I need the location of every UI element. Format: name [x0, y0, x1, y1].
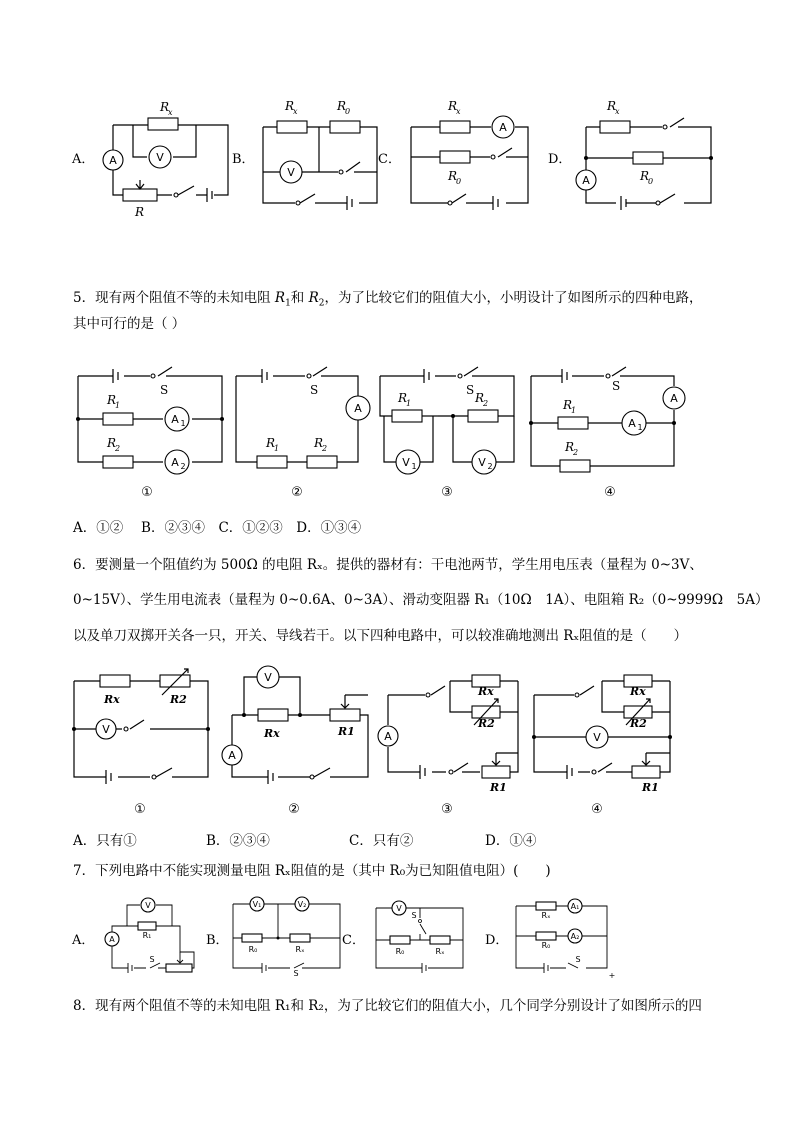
q5-label-2: ②	[291, 485, 303, 500]
svg-text:x: x	[293, 107, 298, 116]
svg-text:R: R	[607, 99, 617, 113]
svg-text:A: A	[171, 456, 179, 469]
svg-text:0: 0	[648, 177, 654, 186]
svg-text:V: V	[264, 671, 272, 684]
q7-option-a: A．	[72, 933, 95, 948]
svg-text:A: A	[171, 413, 179, 426]
svg-text:R₀: R₀	[395, 947, 405, 956]
svg-text:1: 1	[180, 419, 186, 428]
svg-text:1: 1	[571, 406, 577, 415]
svg-text:2: 2	[483, 399, 489, 408]
svg-text:x: x	[615, 107, 620, 116]
q7-option-c: C．	[342, 933, 365, 948]
svg-text:V₂: V₂	[297, 900, 307, 909]
q5-circuit-3	[380, 367, 514, 474]
svg-text:0: 0	[345, 107, 351, 116]
svg-text:A: A	[384, 730, 392, 743]
svg-text:R2: R2	[478, 717, 495, 730]
svg-text:Rx: Rx	[264, 727, 280, 740]
q6-choice-c: C．只有②	[349, 833, 414, 849]
svg-text:A: A	[109, 935, 115, 944]
svg-text:x: x	[168, 108, 173, 117]
q7-question: 7．下列电路中不能实现测量电阻 Rₓ阻值的是（其中 R₀为已知阻值电阻）( )	[73, 863, 551, 879]
q6-question-line1: 6．要测量一个阻值约为 500Ω 的电阻 Rₓ。提供的器材有：干电池两节，学生用电压表（量程为 0~3V、	[73, 557, 703, 573]
q5-question-line2: 其中可行的是（ ）	[73, 316, 186, 332]
q6-choice-d: D．①④	[485, 833, 537, 849]
svg-text:V: V	[402, 456, 410, 469]
q5-circuit-4	[529, 367, 685, 472]
svg-text:R: R	[107, 436, 117, 450]
q4-circuits	[0, 0, 794, 230]
q7-circuit-a	[105, 898, 194, 973]
q6-circuit-3	[378, 675, 518, 794]
svg-text:A: A	[499, 121, 507, 134]
svg-text:Rx: Rx	[630, 685, 646, 698]
svg-text:+: +	[608, 971, 616, 978]
svg-text:A: A	[228, 749, 236, 762]
svg-text:1: 1	[637, 423, 643, 432]
svg-text:Rₓ: Rₓ	[295, 945, 305, 954]
svg-text:S: S	[612, 379, 621, 393]
q4-circuit-c	[411, 99, 528, 210]
q6-question-line2: 0~15V）、学生用电流表（量程为 0~0.6A、0~3A）、滑动变阻器 R₁（10Ω 1A）、电阻箱 R₂（0~9999Ω 5A）	[73, 592, 769, 608]
svg-text:R: R	[448, 169, 458, 183]
q8-question: 8．现有两个阻值不等的未知电阻 R₁和 R₂，为了比较它们的阻值大小，几个同学分别设计了如图所示的四	[73, 998, 702, 1014]
q6-circuits	[0, 655, 794, 825]
svg-text:x: x	[456, 107, 461, 116]
svg-text:S: S	[293, 969, 299, 978]
svg-text:S: S	[149, 955, 155, 964]
q6-choice-a: A．只有①	[73, 833, 137, 849]
svg-text:Rx: Rx	[104, 693, 120, 706]
q5-circuit-1	[76, 367, 224, 474]
svg-text:R₁: R₁	[142, 931, 152, 940]
svg-text:V: V	[396, 904, 402, 913]
q6-label-1: ①	[134, 802, 146, 817]
q5-circuits	[0, 350, 794, 510]
svg-text:R2: R2	[170, 693, 187, 706]
svg-text:R2: R2	[630, 717, 647, 730]
svg-text:Rx: Rx	[478, 685, 494, 698]
q4-circuit-b	[263, 99, 377, 210]
q5-circuit-2	[236, 367, 370, 468]
svg-text:S: S	[575, 955, 581, 964]
q4-option-a: A．	[72, 152, 95, 167]
svg-text:Rₓ: Rₓ	[435, 947, 445, 956]
q6-label-2: ②	[288, 802, 300, 817]
svg-text:1: 1	[406, 399, 412, 408]
q7-circuits	[0, 888, 794, 978]
q4-circuit-diagrams	[0, 0, 794, 230]
svg-text:S: S	[160, 383, 169, 397]
svg-text:V: V	[156, 151, 164, 164]
svg-text:A: A	[354, 402, 362, 415]
svg-text:1: 1	[274, 444, 280, 453]
svg-text:2: 2	[487, 462, 493, 471]
svg-text:V: V	[102, 723, 110, 736]
svg-text:A: A	[670, 392, 678, 405]
q6-circuit-1	[72, 669, 210, 784]
q7-circuit-b	[233, 897, 340, 978]
svg-text:2: 2	[322, 444, 328, 453]
svg-text:2: 2	[573, 448, 579, 457]
svg-text:V: V	[145, 901, 151, 910]
svg-text:S: S	[411, 911, 417, 920]
svg-text:S: S	[466, 383, 475, 397]
q4-circuit-a	[103, 100, 228, 219]
svg-text:V: V	[593, 731, 601, 744]
svg-text:V: V	[287, 166, 295, 179]
svg-text:R: R	[448, 99, 458, 113]
svg-text:A₂: A₂	[570, 932, 580, 941]
q6-label-4: ④	[591, 802, 603, 817]
svg-text:A: A	[582, 174, 590, 187]
svg-text:R: R	[160, 100, 170, 114]
svg-text:R: R	[266, 436, 276, 450]
svg-text:A: A	[628, 417, 636, 430]
svg-text:1: 1	[411, 462, 417, 471]
q4-option-d: D．	[548, 152, 572, 167]
svg-text:V: V	[478, 456, 486, 469]
svg-text:V₁: V₁	[252, 900, 262, 909]
svg-text:A₁: A₁	[570, 902, 580, 911]
svg-text:R: R	[563, 398, 573, 412]
q5-choices: A．①② B．②③④ C．①②③ D．①③④	[73, 520, 362, 536]
q5-label-3: ③	[441, 485, 453, 500]
q4-option-b: B．	[232, 152, 255, 167]
svg-text:R: R	[285, 99, 295, 113]
svg-text:R₀: R₀	[248, 945, 258, 954]
q5-question-line1: 5．现有两个阻值不等的未知电阻 $R_1$和 $R_2$，为了比较它们的阻值大小，小明设计了如图所示的四种电路，	[73, 290, 703, 309]
svg-text:R: R	[640, 169, 650, 183]
q6-choice-b: B．②③④	[206, 833, 270, 849]
q7-option-b: B．	[206, 933, 229, 948]
q6-circuit-4	[532, 675, 672, 794]
q7-circuit-c	[376, 901, 463, 973]
q5-label-4: ④	[604, 485, 616, 500]
svg-text:R₀: R₀	[541, 941, 551, 950]
svg-text:R: R	[398, 391, 408, 405]
q6-label-3: ③	[441, 802, 453, 817]
q4-circuit-d	[576, 99, 713, 210]
svg-text:1: 1	[115, 401, 121, 410]
svg-text:R: R	[135, 205, 145, 219]
svg-text:2: 2	[180, 462, 186, 471]
svg-text:R: R	[565, 440, 575, 454]
svg-text:R: R	[107, 393, 117, 407]
svg-text:R1: R1	[338, 725, 355, 738]
svg-text:0: 0	[456, 177, 462, 186]
svg-text:2: 2	[115, 444, 121, 453]
q5-label-1: ①	[141, 485, 153, 500]
q6-circuit-2	[222, 666, 368, 784]
svg-text:Rₓ: Rₓ	[541, 911, 551, 920]
q7-option-d: D．	[485, 933, 509, 948]
svg-text:R: R	[314, 436, 324, 450]
q7-circuit-d	[516, 899, 615, 978]
svg-text:R: R	[475, 391, 485, 405]
svg-text:S: S	[310, 383, 319, 397]
q6-question-line3: 以及单刀双掷开关各一只，开关、导线若干。以下四种电路中，可以较准确地测出 Rₓ阻值的是（ ）	[73, 628, 688, 644]
q4-option-c: C．	[378, 152, 401, 167]
svg-text:A: A	[109, 154, 117, 167]
svg-text:R1: R1	[490, 781, 507, 794]
svg-text:R: R	[337, 99, 347, 113]
svg-text:R1: R1	[642, 781, 659, 794]
